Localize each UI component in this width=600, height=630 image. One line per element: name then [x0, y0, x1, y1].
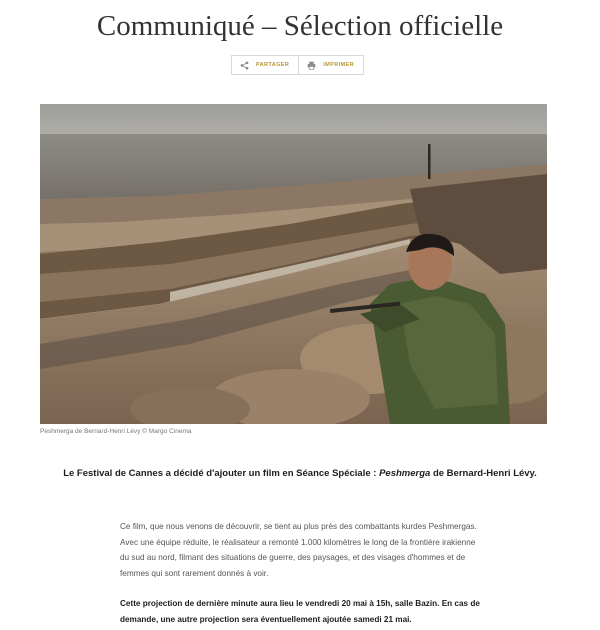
body-paragraph: Ce film, que nous venons de découvrir, se tient au plus près des combattants kurdes Peshmergas. Avec une équipe réduite, le réalisateur a remonté 1.000 kilomètres le long de la frontière irakienne du sud au nord, filmant des situations de guerre, des paysages, et des visages d'hommes et de femmes qui sont rarement donnés à voir. [120, 522, 477, 578]
print-label: IMPRIMER [323, 62, 354, 68]
printer-icon [307, 61, 316, 70]
screening-announcement: Cette projection de dernière minute aura lieu le vendredi 20 mai à 15h, salle Bazin. En cas de demande, une autre projection sera éventuellement ajoutée samedi 21 mai. [120, 599, 480, 624]
share-icon [240, 61, 249, 70]
photo-caption: Peshmerga de Bernard-Henri Lévy © Margo Cinema [40, 428, 192, 435]
page-title: Communiqué – Sélection officielle [96, 10, 504, 42]
lead-paragraph [0, 468, 600, 479]
hero-photo [40, 104, 547, 424]
share-button[interactable] [231, 55, 299, 75]
print-button[interactable] [298, 55, 364, 75]
lead-text-after: de Bernard-Henri Lévy. [430, 468, 537, 479]
lead-text-before: Le Festival de Cannes a décidé d'ajouter un film en Séance Spéciale : [63, 468, 380, 479]
share-toolbar [231, 55, 364, 75]
film-title: Peshmerga [379, 468, 431, 479]
share-label: PARTAGER [256, 62, 290, 68]
